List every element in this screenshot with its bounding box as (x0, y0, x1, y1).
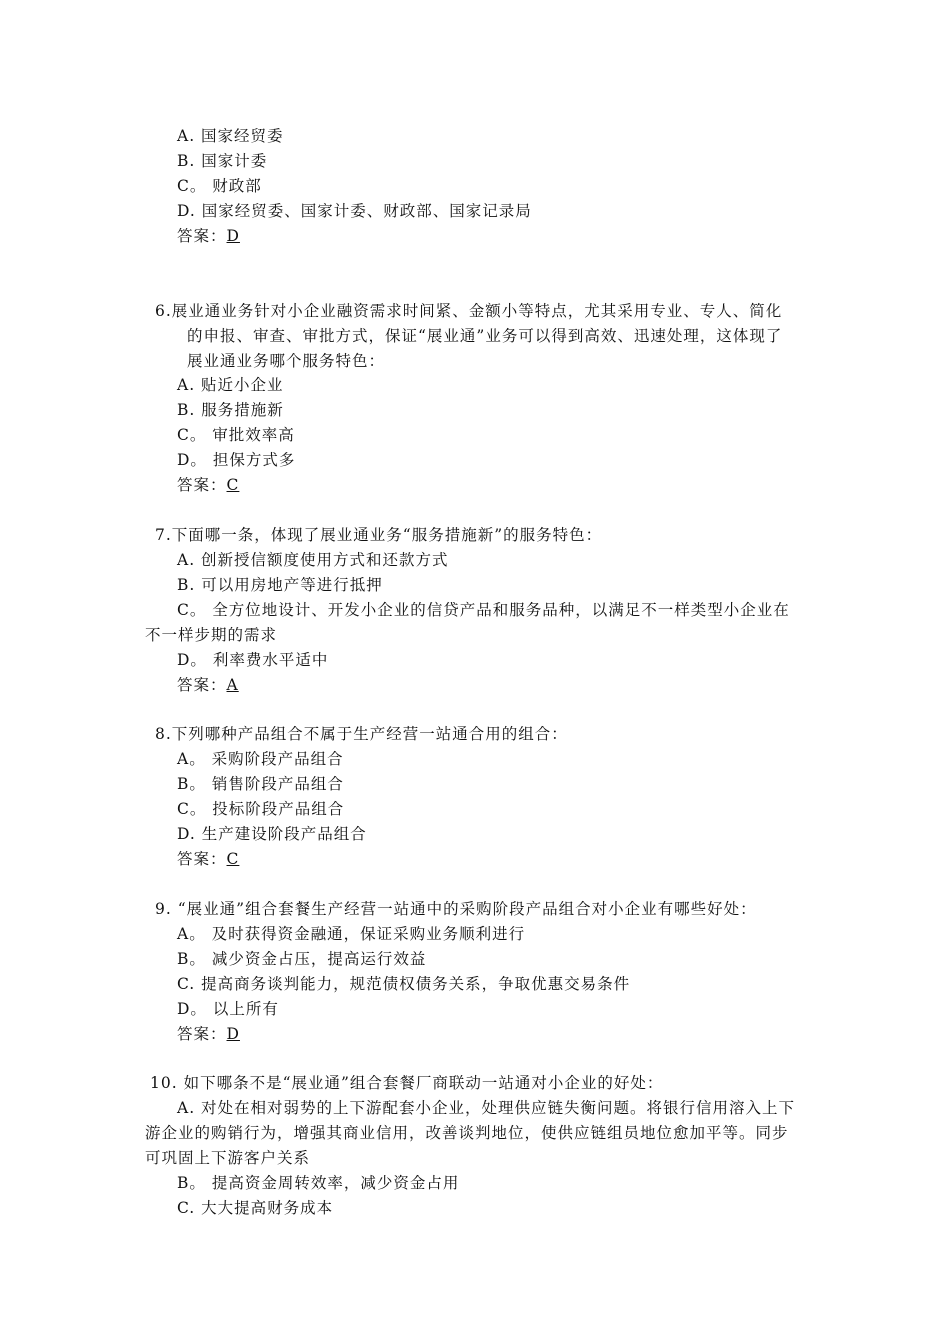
q7-answer-line (177, 675, 239, 695)
q5-option-b: B. 国家计委 (177, 152, 268, 170)
q8-answer: C (226, 850, 240, 868)
q9-answer-line (177, 1024, 240, 1044)
q6-option-b: B. 服务措施新 (177, 401, 284, 419)
q10-option-a-line-2: 游企业的购销行为，增强其商业信用，改善谈判地位，使供应链组员地位愈加平等。同步 (145, 1124, 789, 1142)
q10-stem-line-1: 10. 如下哪条不是“展业通”组合套餐厂商联动一站通对小企业的好处： (150, 1074, 664, 1092)
q9-option-c: C. 提高商务谈判能力，规范债权债务关系，争取优惠交易条件 (177, 975, 631, 993)
q7-option-d: D。 利率费水平适中 (177, 651, 329, 669)
q6-stem-line-2: 的申报、审查、审批方式，保证“展业通”业务可以得到高效、迅速处理，这体现了 (187, 327, 783, 345)
q5-answer-label: 答案： (177, 227, 227, 245)
q5-option-c: C。 财政部 (177, 177, 262, 195)
q10-option-a-line-1: A. 对处在相对弱势的上下游配套小企业，处理供应链失衡问题。将银行信用溶入上下 (177, 1099, 796, 1117)
q6-stem-line-1: 6.展业通业务针对小企业融资需求时间紧、金额小等特点，尤其采用专业、专人、简化 (155, 302, 783, 320)
q5-answer: D (226, 227, 240, 245)
q6-option-a: A. 贴近小企业 (177, 376, 284, 394)
q8-stem-line-1: 8.下列哪种产品组合不属于生产经营一站通合用的组合： (155, 725, 568, 743)
q7-option-c-line-1: C。 全方位地设计、开发小企业的信贷产品和服务品种，以满足不一样类型小企业在 (177, 601, 790, 619)
q6-answer-line (177, 475, 239, 495)
q6-stem-line-3: 展业通业务哪个服务特色： (187, 352, 386, 370)
q7-stem-line-1: 7.下面哪一条，体现了展业通业务“服务措施新”的服务特色： (155, 526, 603, 544)
q6-option-c: C。 审批效率高 (177, 426, 295, 444)
q10-option-b: B。 提高资金周转效率，减少资金占用 (177, 1174, 460, 1192)
q9-option-a: A。 及时获得资金融通，保证采购业务顺利进行 (177, 925, 526, 943)
q6-option-d: D。 担保方式多 (177, 451, 296, 469)
q9-option-d: D。 以上所有 (177, 1000, 279, 1018)
q8-option-d: D. 生产建设阶段产品组合 (177, 825, 367, 843)
q9-stem-line-1: 9. “展业通”组合套餐生产经营一站通中的采购阶段产品组合对小企业有哪些好处： (155, 900, 757, 918)
q8-answer-line (177, 849, 239, 869)
q8-option-c: C。 投标阶段产品组合 (177, 800, 345, 818)
q7-option-a: A. 创新授信额度使用方式和还款方式 (177, 551, 449, 569)
q5-answer-line (177, 226, 240, 246)
q5-option-a: A. 国家经贸委 (177, 127, 284, 145)
q7-answer: A (226, 676, 239, 694)
q7-answer-label: 答案： (177, 676, 227, 694)
q9-option-b: B。 减少资金占压，提高运行效益 (177, 950, 427, 968)
q8-answer-label: 答案： (177, 850, 227, 868)
q6-answer: C (226, 476, 240, 494)
q8-option-a: A。 采购阶段产品组合 (177, 750, 344, 768)
q5-option-d: D. 国家经贸委、国家计委、财政部、国家记录局 (177, 202, 532, 220)
q9-answer-label: 答案： (177, 1025, 227, 1043)
q8-option-b: B。 销售阶段产品组合 (177, 775, 344, 793)
q10-option-c: C. 大大提高财务成本 (177, 1199, 334, 1217)
q7-option-c-line-2: 不一样步期的需求 (145, 626, 278, 644)
q7-option-b: B. 可以用房地产等进行抵押 (177, 576, 383, 594)
q6-answer-label: 答案： (177, 476, 227, 494)
q10-option-a-line-3: 可巩固上下游客户关系 (145, 1149, 311, 1167)
q9-answer: D (226, 1025, 240, 1043)
